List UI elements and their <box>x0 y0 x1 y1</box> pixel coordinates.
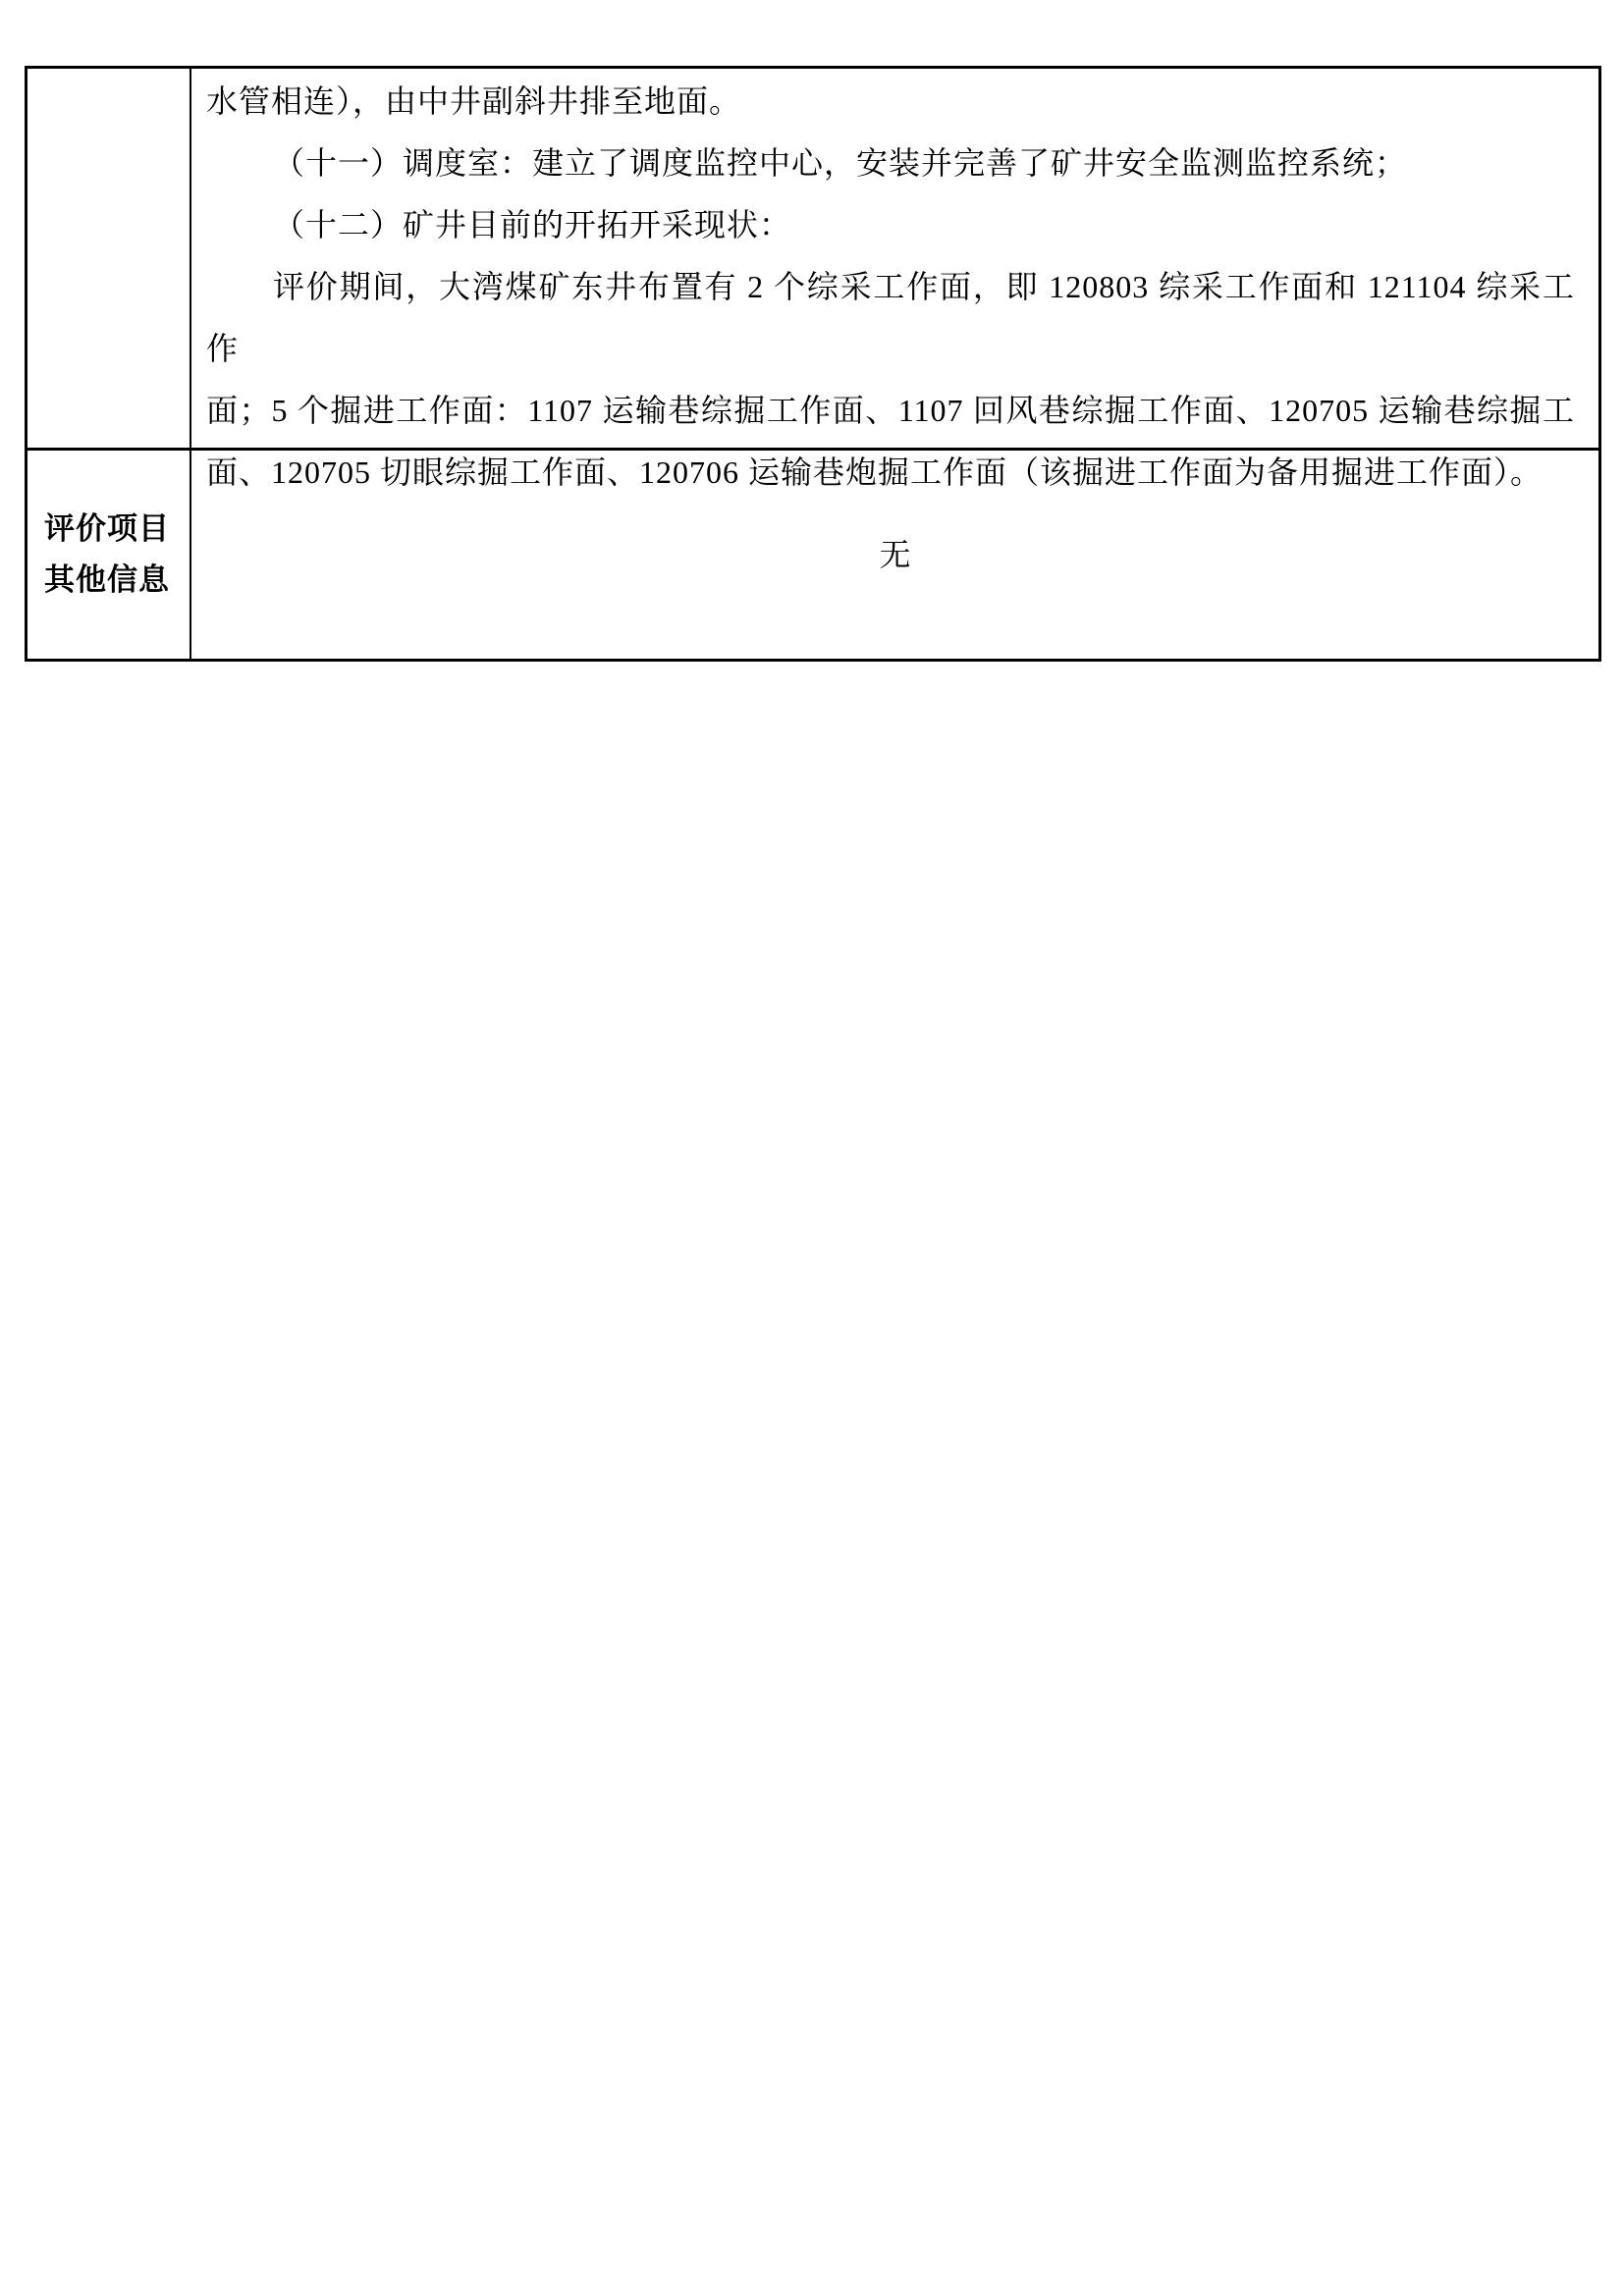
content-line-6: 面、120705 切眼综掘工作面、120706 运输巷炮掘工作面（该掘进工作面为备用掘进工作面）。 <box>206 454 1543 490</box>
content-line-1: 水管相连），由中井副斜井排至地面。 <box>206 83 742 119</box>
content-line-5: 面；5 个掘进工作面：1107 运输巷综掘工作面、1107 回风巷综掘工作面、120705 运输巷综掘工 <box>206 393 1575 428</box>
other-info-label-line-2: 其他信息 <box>44 562 170 597</box>
content-line-2: （十一）调度室：建立了调度监控中心，安装并完善了矿井安全监测监控系统； <box>273 145 1408 181</box>
other-info-label-line-1: 评价项目 <box>44 511 170 546</box>
evaluation-report-table <box>25 66 1601 662</box>
other-info-label-cell <box>27 451 191 659</box>
row1-label-cell-empty <box>27 69 191 451</box>
other-info-value-cell <box>191 451 1598 659</box>
content-line-3: （十二）矿井目前的开拓开采现状： <box>273 207 792 242</box>
content-line-4: 评价期间，大湾煤矿东井布置有 2 个综采工作面，即 120803 综采工作面和 121104 综采工作 <box>206 269 1575 366</box>
other-info-value: 无 <box>879 537 911 572</box>
row1-content-cell <box>191 69 1598 490</box>
